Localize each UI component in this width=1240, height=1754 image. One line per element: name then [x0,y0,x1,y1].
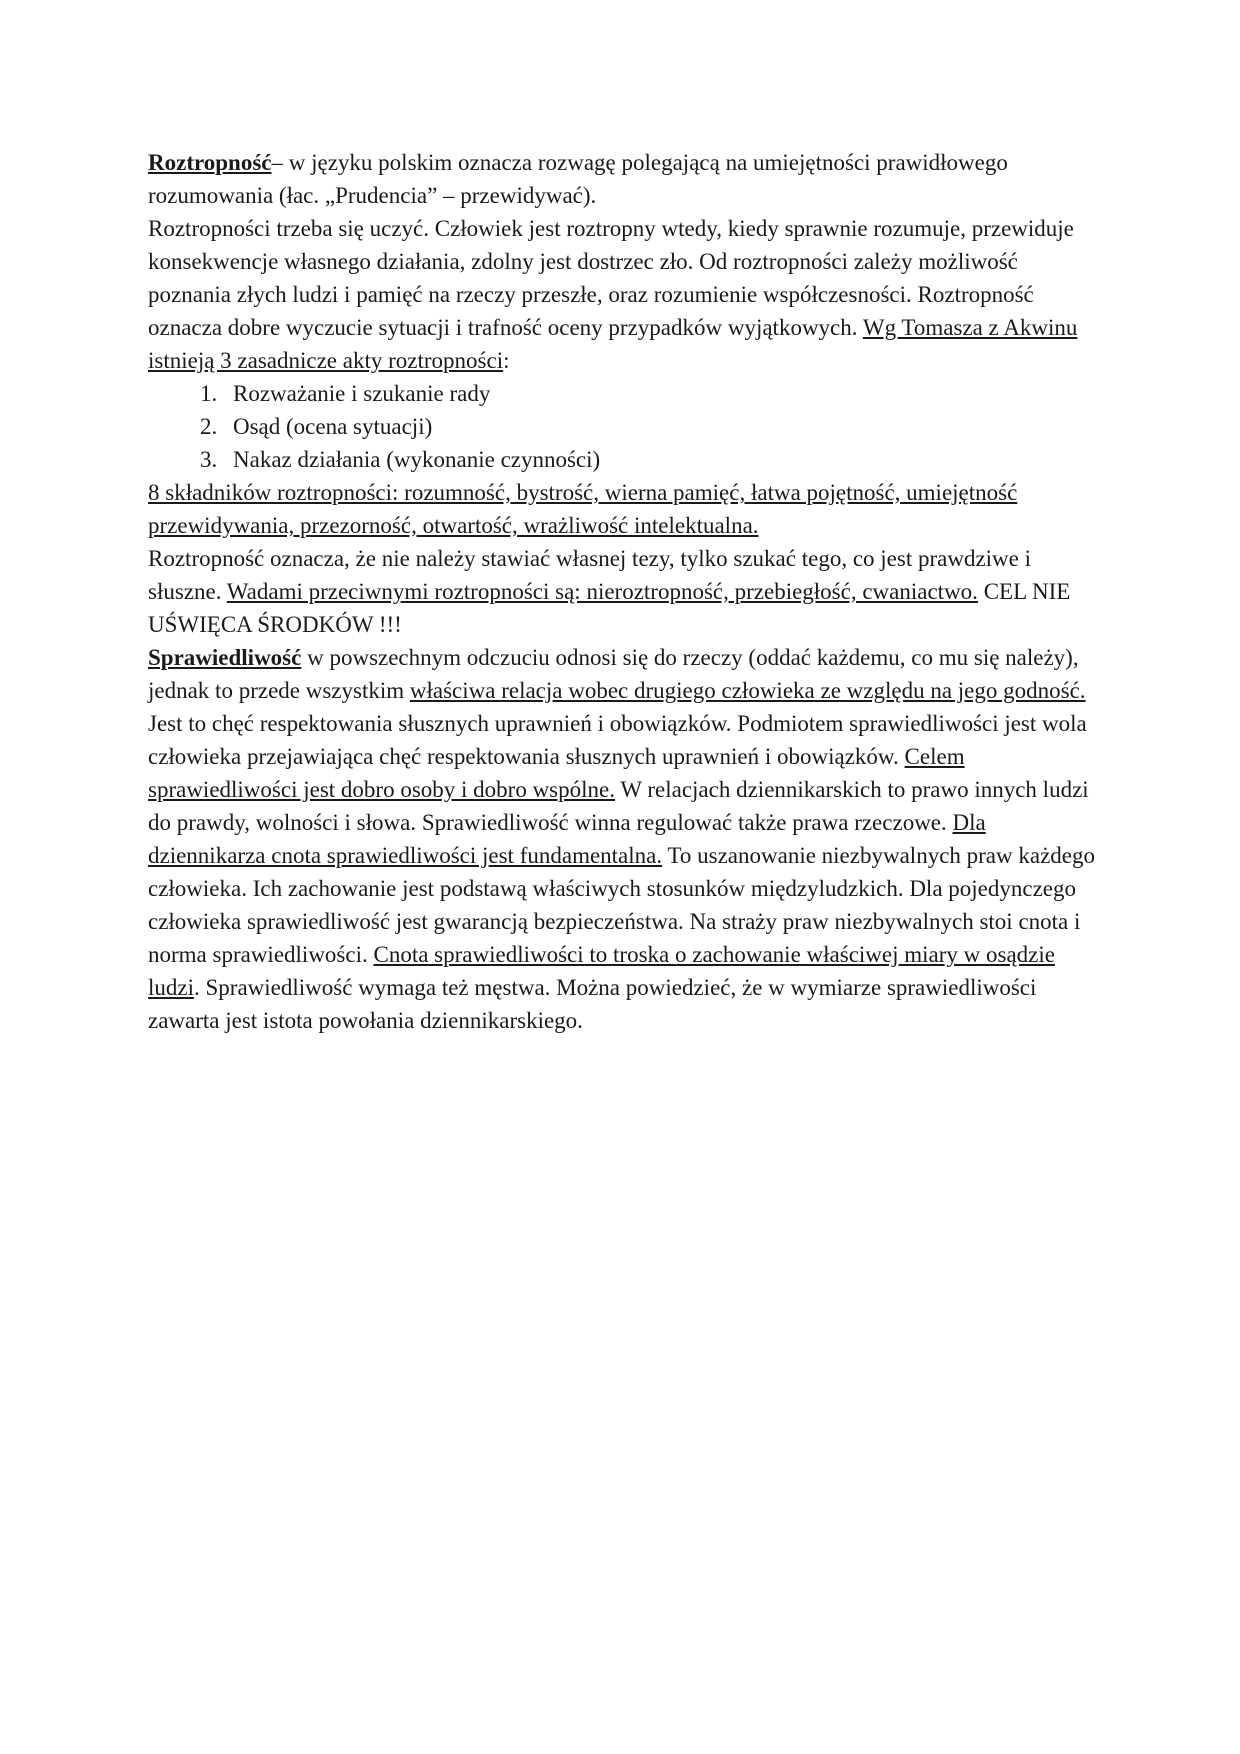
list-item: 2. Osąd (ocena sytuacji) [223,410,1098,443]
justice-text-4: To uszanowanie niezbywalnych praw każdego człowieka. Ich zachowanie jest podstawą właściwych stosunków międzyludzkich. Dla pojedynczego człowieka sprawiedliwość jest gwarancją bezpieczeństwa. Na straży praw niezbywalnych stoi cnota i norma sprawiedliwości. [148,843,1095,967]
justice-text-2: Jest to chęć respektowania słusznych uprawnień i obowiązków. Podmiotem sprawiedliwości jest wola człowieka przejawiająca chęć respektowania słusznych uprawnień i obowiązków. [148,711,1087,769]
paragraph-prudence-description [148,212,1098,377]
document-body [148,146,1098,1037]
prudence-description-text: Roztropności trzeba się uczyć. Człowiek jest roztropny wtedy, kiedy sprawnie rozumuje, przewiduje konsekwencje własnego działania, zdolny jest dostrzec zło. Od roztropności zależy możliwość poznania złych ludzi i pamięć na rzeczy przeszłe, oraz rozumienie współczesności. Roztropność oznacza dobre wyczucie sytuacji i trafność oceny przypadków wyjątkowych. [148,216,1074,340]
paragraph-prudence-components [148,476,1098,542]
justice-underlined-3: Dla dziennikarza cnota sprawiedliwości jest fundamentalna. [148,810,986,868]
prudence-truth-text: Roztropność oznacza, że nie należy stawiać własnej tezy, tylko szukać tego, co jest prawdziwe i słuszne. [148,546,1032,604]
prudence-definition-text: – w języku polskim oznacza rozwagę polegającą na umiejętności prawidłowego rozumowania (łac. „Prudencia” – przewidywać). [148,150,1008,208]
paragraph-justice [148,641,1098,1037]
aquinas-acts-colon: : [503,348,510,373]
term-prudence: Roztropność [148,150,272,175]
justice-underlined-1: właściwa relacja wobec drugiego człowieka ze względu na jego godność. [409,678,1086,703]
justice-text-1: w powszechnym odczuciu odnosi się do rzeczy (oddać każdemu, co mu się należy), jednak to przede wszystkim [148,645,1079,703]
paragraph-prudence-vices [148,542,1098,641]
prudence-components-text: 8 składników roztropności: rozumność, bystrość, wierna pamięć, łatwa pojętność, umiejętność przewidywania, przezorność, otwartość, wrażliwość intelektualna. [148,480,1018,538]
justice-text-5: . Sprawiedliwość wymaga też męstwa. Można powiedzieć, że w wymiarze sprawiedliwości zawarta jest istota powołania dziennikarskiego. [148,975,1037,1033]
list-item: 1. Rozważanie i szukanie rady [223,377,1098,410]
prudence-acts-list [148,377,1098,476]
end-not-justify-means: CEL NIE UŚWIĘCA ŚRODKÓW !!! [148,579,1071,637]
paragraph-prudence-definition [148,146,1098,212]
term-justice: Sprawiedliwość [148,645,302,670]
justice-text-3: W relacjach dziennikarskich to prawo innych ludzi do prawdy, wolności i słowa. Sprawiedliwość winna regulować także prawa rzeczowe. [148,777,1089,835]
list-item: 3. Nakaz działania (wykonanie czynności) [223,443,1098,476]
justice-underlined-4: Cnota sprawiedliwości to troska o zachowanie właściwej miary w osądzie ludzi [148,942,1055,1000]
prudence-vices-text: Wadami przeciwnymi roztropności są: nieroztropność, przebiegłość, cwaniactwo. [226,579,978,604]
aquinas-acts-heading: Wg Tomasza z Akwinu istnieją 3 zasadnicze akty roztropności [148,315,1078,373]
justice-underlined-2: Celem sprawiedliwości jest dobro osoby i dobro wspólne. [148,744,965,802]
